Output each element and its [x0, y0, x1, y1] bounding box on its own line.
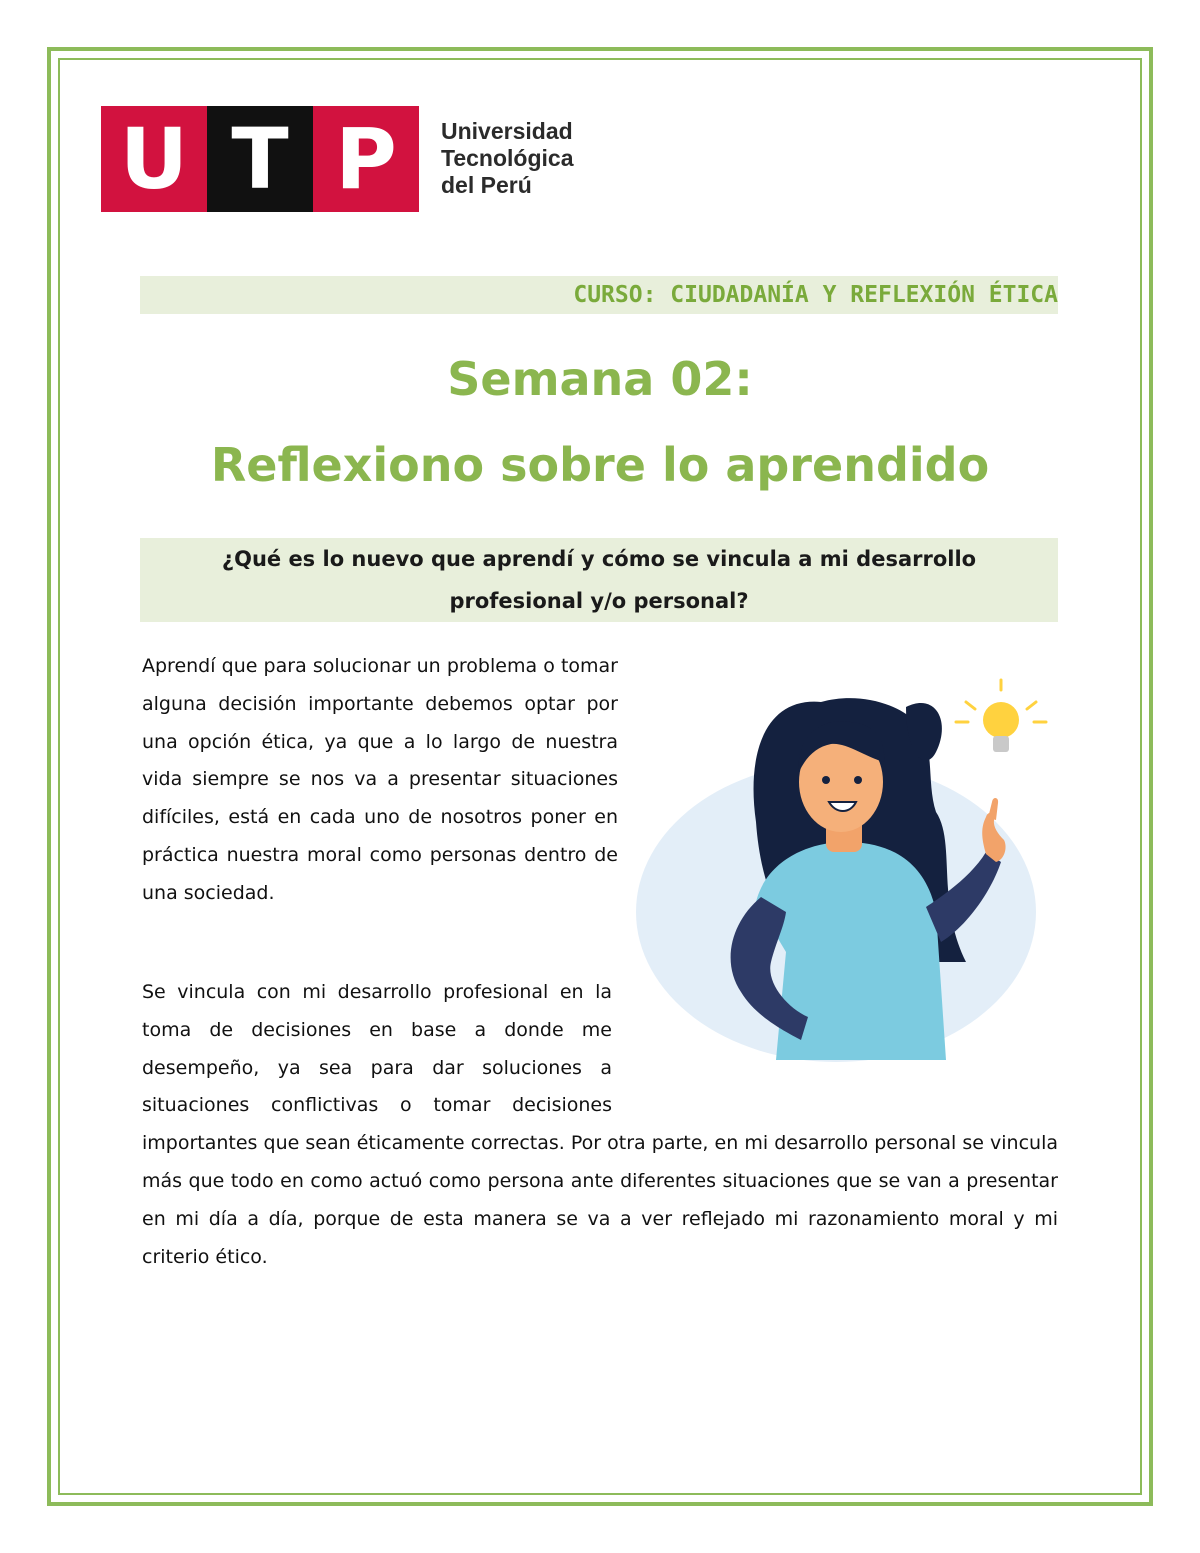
- week-title: Semana 02:: [447, 352, 753, 406]
- logo-name-line: Tecnológica: [441, 145, 574, 171]
- logo-letter-u: U: [101, 106, 207, 212]
- page-title: Reflexiono sobre lo aprendido: [210, 438, 990, 492]
- paragraph-2: Se vincula con mi desarrollo profesional en la toma de decisiones en base a donde me desempeño, ya sea para dar soluciones a situaciones conflictivas o tomar decisiones importantes que sean éticamente correctas. Por otra parte, en mi desarrollo personal se vincula más que todo en como actuó como persona ante diferentes situaciones que se van a presentar en mi día a día, porque de esta manera se va a ver reflejado mi razonamiento moral y mi criterio ético.: [142, 981, 1058, 1268]
- utp-logo: [101, 106, 601, 212]
- logo-university-name: [441, 118, 574, 199]
- question-banner: [140, 538, 1058, 622]
- woman-idea-illustration: [636, 662, 1056, 1062]
- course-label: CURSO: CIUDADANÍA Y REFLEXIÓN ÉTICA: [573, 282, 1058, 308]
- paragraph-1: Aprendí que para solucionar un problema o tomar alguna decisión importante debemos optar por una opción ética, ya que a lo largo de nuestra vida siempre se nos va a presentar situaciones difíciles, está en cada uno de nosotros poner en práctica nuestra moral como personas dentro de una sociedad.: [142, 655, 618, 904]
- logo-name-line: del Perú: [441, 172, 532, 198]
- logo-letter-p: P: [313, 106, 419, 212]
- course-banner: [140, 276, 1058, 314]
- logo-name-line: Universidad: [441, 118, 573, 144]
- logo-letter-t: T: [207, 106, 313, 212]
- lightbulb-icon: [956, 680, 1046, 752]
- question-text: ¿Qué es lo nuevo que aprendí y cómo se vincula a mi desarrollo profesional y/o personal?: [221, 547, 977, 613]
